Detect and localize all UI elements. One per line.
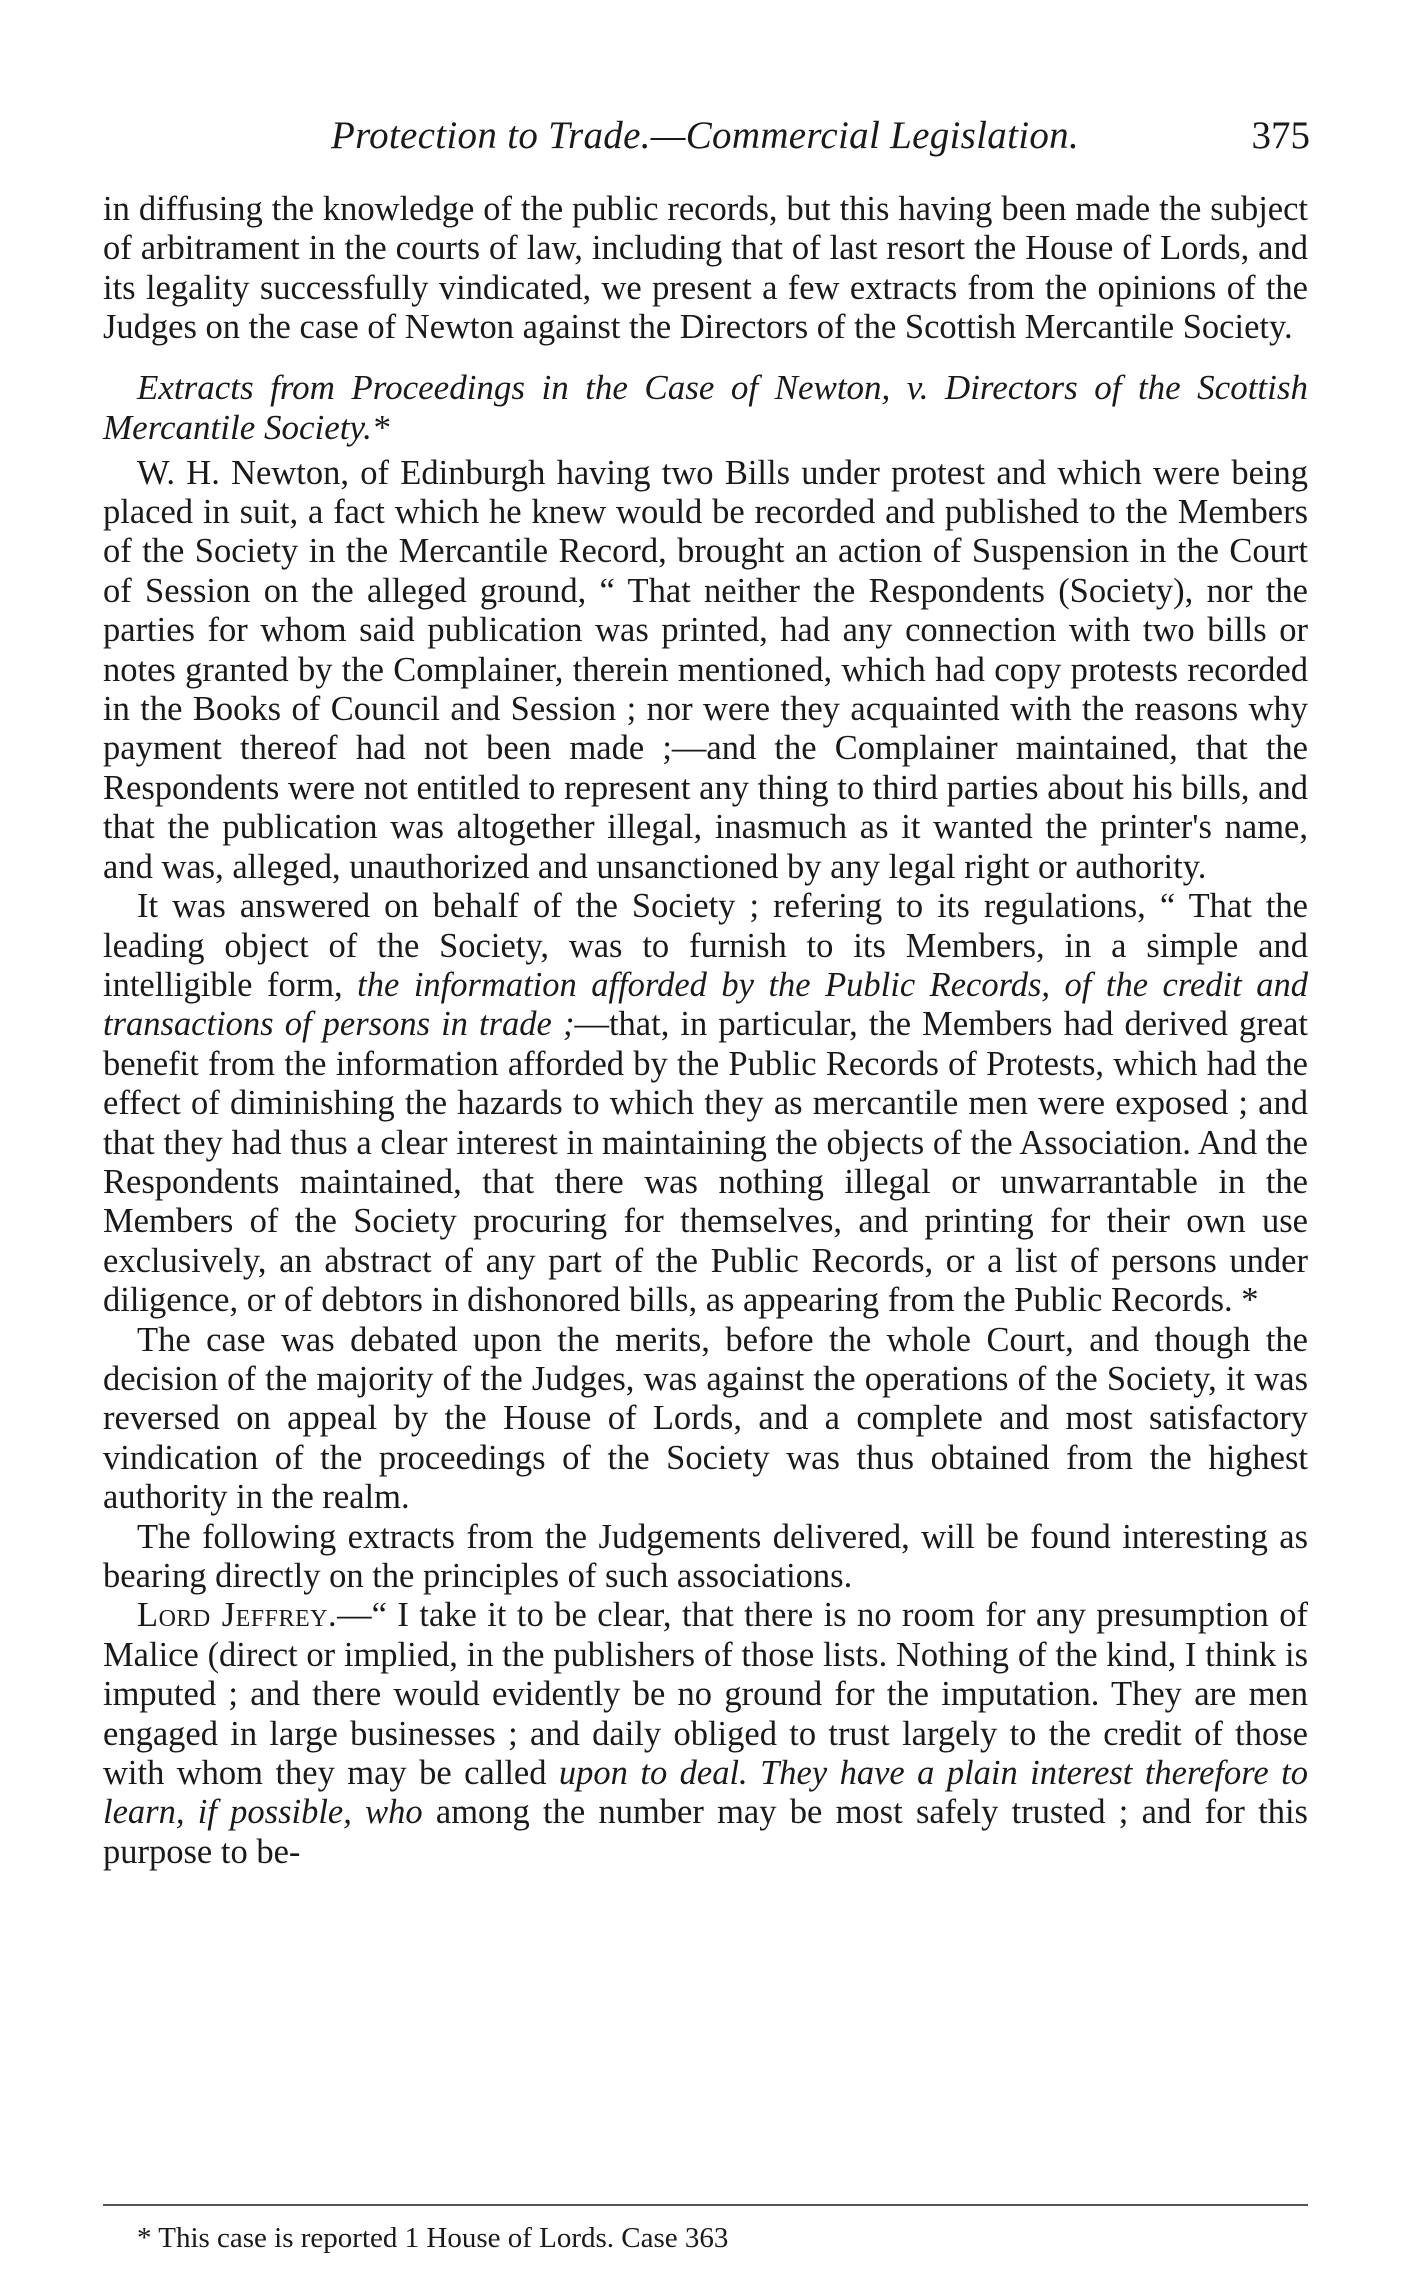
lord-jeffrey-italic: upon to deal. They have a plain interest therefore to learn, if possible, who: [103, 1754, 1308, 1832]
footnote-divider: [103, 2204, 1308, 2206]
lord-jeffrey-text-end: among the number may be most safely trusted ; and for this purpose to be-: [103, 1793, 1308, 1871]
society-answer-italic: the information afforded by the Public Records, of the credit and transactions of persons in trade ;: [103, 965, 1308, 1044]
extract-heading: Extracts from Proceedings in the Case of Newton, v. Directors of the Scottish Mercantile Society.*: [103, 367, 1308, 447]
paragraph-case-debated: The case was debated upon the merits, before the whole Court, and though the decision of the majority of the Judges, was against the operations of the Society, it was reversed on appeal by the House of Lords, and a complete and most satisfactory vindication of the proceedings of the Society was thus obtained from the highest authority in the realm.: [103, 1320, 1308, 1517]
speaker-name: Lord Jeffrey.: [137, 1596, 338, 1635]
paragraph-newton-action: W. H. Newton, of Edinburgh having two Bills under protest and which were being placed in suit, a fact which he knew would be recorded and published to the Members of the Society in the Mercantile Record, brought an action of Suspension in the Court of Session on the alleged ground, “ That neither the Respondents (Society), nor the parties for whom said publication was printed, had any connection with two bills or notes granted by the Complainer, therein mentioned, which had copy protests recorded in the Books of Council and Session ; nor were they acquainted with the reasons why payment thereof had not been made ;—and the Complainer maintained, that the Respondents were not entitled to represent any thing to third parties about his bills, and that the publication was altogether illegal, inasmuch as it wanted the printer's name, and was, alleged, unauthorized and unsanctioned by any legal right or authority.: [103, 453, 1308, 886]
society-answer-text-start: It was answered on behalf of the Society ; refering to its regulations, “ That the leading object of the Society, was to furnish to its Members, in a simple and intelligible form,: [103, 887, 1308, 1004]
paragraph-opening: in diffusing the knowledge of the public records, but this having been made the subject of arbitrament in the courts of law, including that of last resort the House of Lords, and its legality successfully vindicated, we present a few extracts from the opinions of the Judges on the case of Newton against the Directors of the Scottish Mercantile Society.: [103, 190, 1308, 347]
paragraph-following-extracts: The following extracts from the Judgements delivered, will be found interesting as bearing directly on the principles of such associations.: [103, 1517, 1308, 1595]
running-title: Protection to Trade.—Commercial Legislation.: [330, 114, 1080, 157]
footnote: * This case is reported 1 House of Lords. Case 363: [137, 2222, 729, 2254]
lord-jeffrey-text-start: —“ I take it to be clear, that there is no room for any presumption of Malice (direct or implied, in the publishers of those lists. Nothing of the kind, I think is imputed ; and there would evidently be no ground for the imputation. They are men engaged in large businesses ; and daily obliged to trust largely to the credit of those with whom they may be called: [103, 1596, 1308, 1793]
society-answer-text-end: —that, in particular, the Members had derived great benefit from the information afforded by the Public Records of Protests, which had the effect of diminishing the hazards to which they as mercantile men were exposed ; and that they had thus a clear interest in maintaining the objects of the Association. And the Respondents maintained, that there was nothing illegal or unwarrantable in the Members of the Society procuring for themselves, and printing for their own use exclusively, an abstract of any part of the Public Records, or a list of persons under diligence, or of debtors in dishonored bills, as appearing from the Public Records. *: [103, 1005, 1308, 1320]
paragraph-lord-jeffrey: [103, 1596, 1308, 1872]
paragraph-society-answer: [103, 887, 1308, 1320]
running-head: [100, 108, 1310, 164]
page-number: 375: [1251, 114, 1310, 157]
body-text: [103, 190, 1308, 1872]
